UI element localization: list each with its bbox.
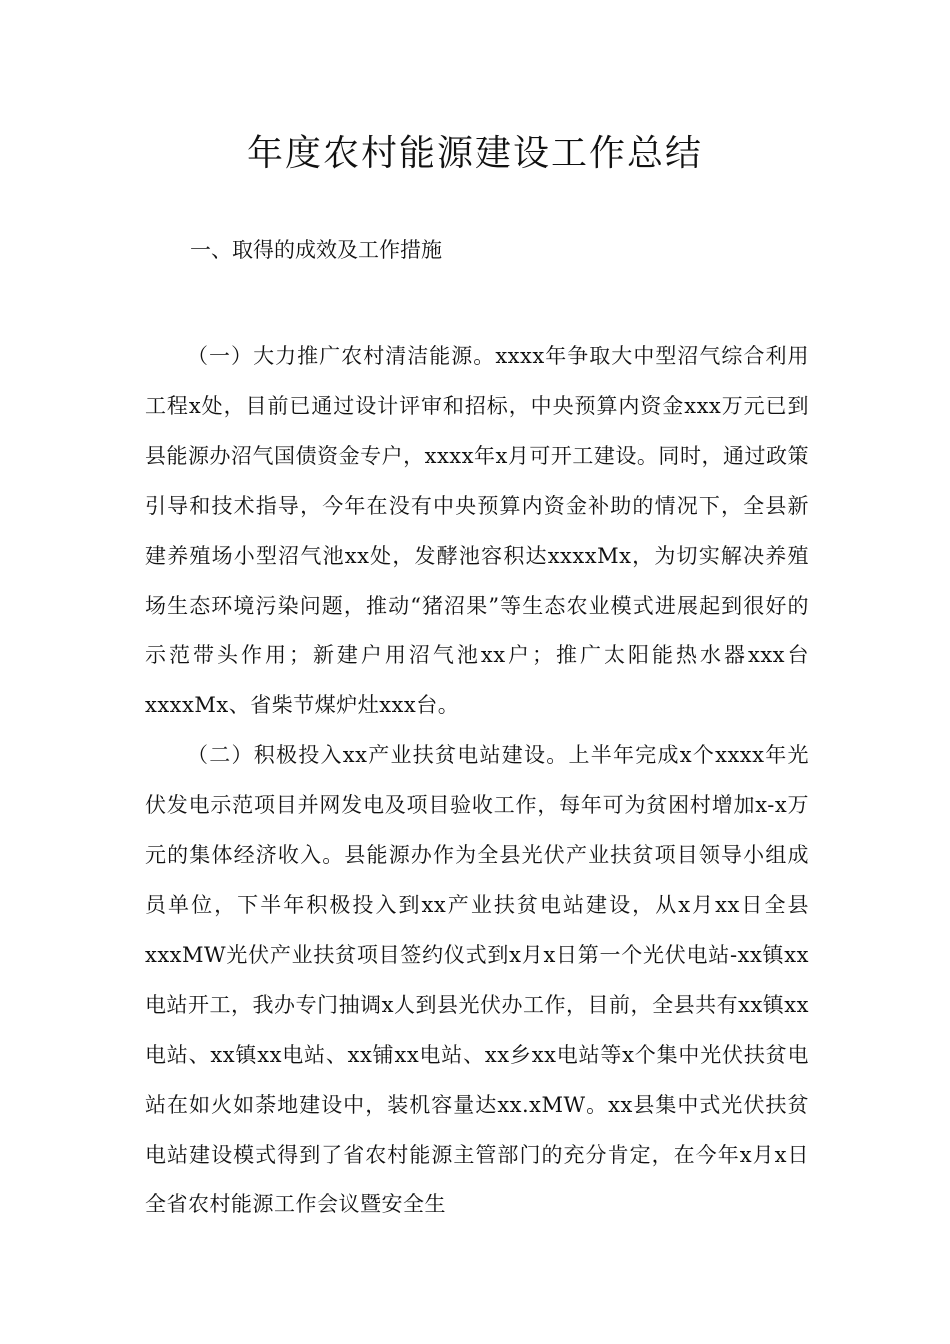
paragraph: （一）大力推广农村清洁能源。xxxx年争取大中型沼气综合利用工程x处，目前已通过设计评审和招标，中央预算内资金xxx万元已到县能源办沼气国债资金专户，xxxx年x月可开工建设。同时，通过政策引导和技术指导，今年在没有中央预算内资金补助的情况下，全县新建养殖场小型沼气池xx处，发酵池容积达xxxxMx，为切实解决养殖场生态环境污染问题，推动“猪沼果”等生态农业模式进展起到很好的示范带头作用；新建户用沼气池xx户；推广太阳能热水器xxx台xxxxMx、省柴节煤炉灶xxx台。 [145,344,809,718]
paragraph: （二）积极投入xx产业扶贫电站建设。上半年完成x个xxxx年光伏发电示范项目并网发电及项目验收工作，每年可为贫困村增加x-x万元的集体经济收入。县能源办作为全县光伏产业扶贫项目领导小组成员单位，下半年积极投入到xx产业扶贫电站建设，从x月xx日全县xxxMW光伏产业扶贫项目签约仪式到x月x日第一个光伏电站-xx镇xx电站开工，我办专门抽调x人到县光伏办工作，目前，全县共有xx镇xx电站、xx镇xx电站、xx铺xx电站、xx乡xx电站等x个集中光伏扶贫电站在如火如荼地建设中，装机容量达xx.xMW。xx县集中式光伏扶贫电站建设模式得到了省农村能源主管部门的充分肯定，在今年x月x日全省农村能源工作会议暨安全生 [145,743,809,1217]
section-heading: 一、取得的成效及工作措施 [190,238,442,262]
body-text [145,332,809,1230]
document-title: 年度农村能源建设工作总结 [246,133,703,174]
